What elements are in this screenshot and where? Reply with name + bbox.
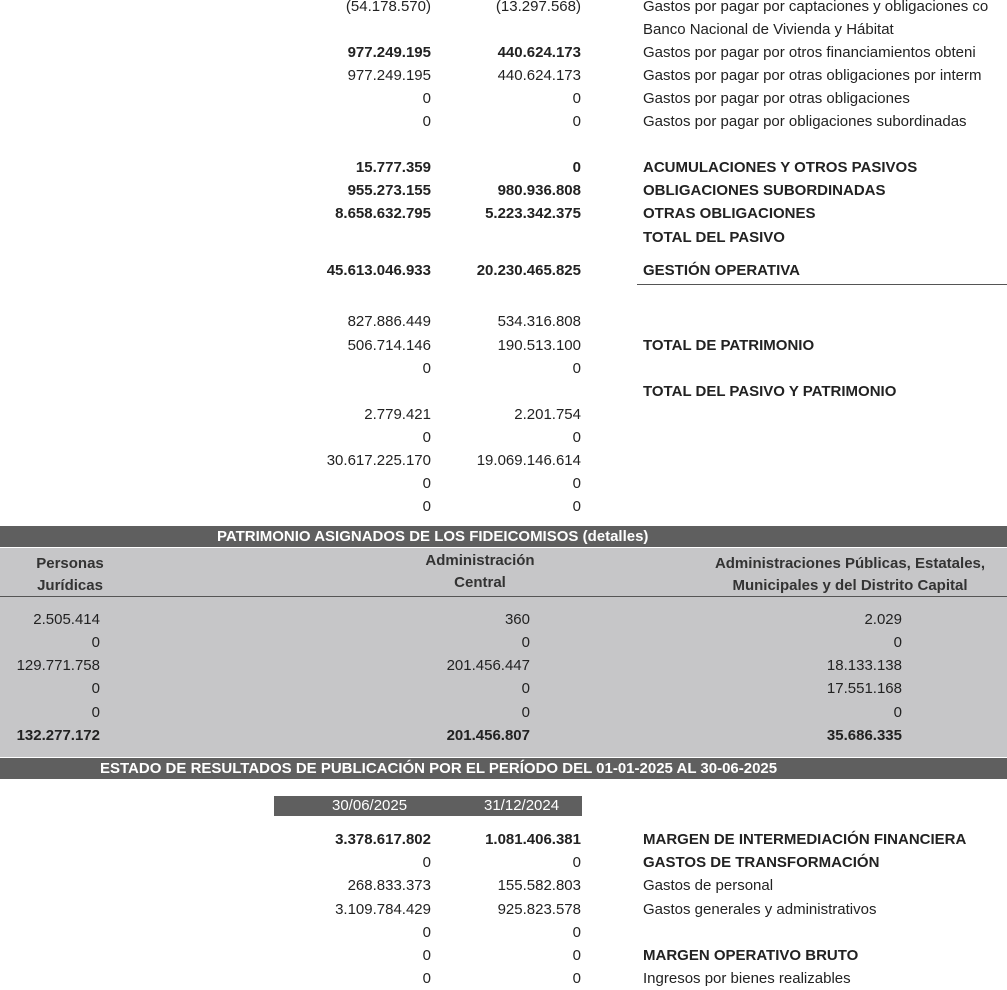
fideicomiso-row <box>0 608 1007 631</box>
fideicomiso-row <box>0 654 1007 677</box>
value-col-1: 15.777.359 <box>355 159 431 176</box>
fideicomiso-row <box>0 677 1007 700</box>
header-administraciones-publicas <box>680 553 1007 597</box>
value-col-2: 0 <box>572 113 581 130</box>
row-label: Gastos generales y administrativos <box>643 901 877 918</box>
balance-row <box>0 380 1007 403</box>
administracion-central-value: 0 <box>521 680 530 697</box>
row-label: Gastos por pagar por captaciones y obligaciones co <box>643 0 989 15</box>
header-line: Personas <box>36 555 104 572</box>
balance-row <box>0 202 1007 225</box>
value-col-2: 0 <box>572 90 581 107</box>
header-divider <box>0 596 1007 597</box>
administraciones-publicas-value: 0 <box>893 704 902 721</box>
row-label: GASTOS DE TRANSFORMACIÓN <box>643 854 880 871</box>
value-col-1: 0 <box>422 854 431 871</box>
value-col-2: 534.316.808 <box>497 313 581 330</box>
resultados-row <box>0 921 1007 944</box>
row-label: TOTAL DE PATRIMONIO <box>643 337 815 354</box>
value-col-2: 20.230.465.825 <box>476 262 581 279</box>
balance-row <box>0 41 1007 64</box>
resultados-row <box>0 828 1007 851</box>
value-col-2: 0 <box>572 854 581 871</box>
personas-juridicas-value: 129.771.758 <box>16 657 100 674</box>
value-col-1: 0 <box>422 475 431 492</box>
header-line: Administraciones Públicas, Estatales, <box>714 555 986 572</box>
resultados-row <box>0 874 1007 897</box>
balance-row <box>0 310 1007 333</box>
balance-row <box>0 18 1007 41</box>
value-col-1: 30.617.225.170 <box>326 452 431 469</box>
value-col-2: (13.297.568) <box>495 0 581 15</box>
value-col-1: 0 <box>422 360 431 377</box>
value-col-2: 0 <box>572 360 581 377</box>
value-col-2: 0 <box>572 429 581 446</box>
balance-row <box>0 495 1007 518</box>
administracion-central-value: 0 <box>521 634 530 651</box>
value-col-2: 155.582.803 <box>497 877 581 894</box>
value-col-1: 977.249.195 <box>347 67 431 84</box>
balance-row <box>0 334 1007 357</box>
personas-juridicas-value: 0 <box>91 704 100 721</box>
header-personas-juridicas <box>10 553 130 597</box>
administracion-central-value: 0 <box>521 704 530 721</box>
value-col-1: 268.833.373 <box>347 877 431 894</box>
balance-row <box>0 226 1007 249</box>
value-col-1: 2.779.421 <box>364 406 431 423</box>
fideicomisos-title: PATRIMONIO ASIGNADOS DE LOS FIDEICOMISOS (detalles) <box>217 528 649 545</box>
balance-row <box>0 179 1007 202</box>
value-col-2: 0 <box>572 970 581 987</box>
fideicomiso-row <box>0 631 1007 654</box>
value-col-2: 440.624.173 <box>497 44 581 61</box>
balance-row <box>0 357 1007 380</box>
value-col-1: 0 <box>422 498 431 515</box>
row-label: Gastos por pagar por otras obligaciones <box>643 90 910 107</box>
value-col-1: 45.613.046.933 <box>326 262 431 279</box>
personas-juridicas-value: 2.505.414 <box>33 611 100 628</box>
value-col-2: 980.936.808 <box>497 182 581 199</box>
resultados-title: ESTADO DE RESULTADOS DE PUBLICACIÓN POR EL PERÍODO DEL 01-01-2025 AL 30-06-2025 <box>100 760 778 777</box>
balance-row <box>0 449 1007 472</box>
balance-row <box>0 259 1007 282</box>
administracion-central-value: 360 <box>504 611 530 628</box>
row-label: OBLIGACIONES SUBORDINADAS <box>643 182 886 199</box>
row-label: Gastos por pagar por obligaciones subordinadas <box>643 113 967 130</box>
row-label: Banco Nacional de Vivienda y Hábitat <box>643 21 894 38</box>
value-col-2: 2.201.754 <box>514 406 581 423</box>
value-col-2: 0 <box>572 947 581 964</box>
administraciones-publicas-value: 35.686.335 <box>826 727 902 744</box>
header-line: Administración <box>425 552 535 569</box>
balance-row <box>0 87 1007 110</box>
date-col-1: 30/06/2025 <box>332 797 408 814</box>
value-col-1: 0 <box>422 429 431 446</box>
header-administracion-central <box>380 550 580 594</box>
value-col-2: 1.081.406.381 <box>485 831 581 848</box>
value-col-1: 827.886.449 <box>347 313 431 330</box>
row-label: OTRAS OBLIGACIONES <box>643 205 816 222</box>
balance-row <box>0 472 1007 495</box>
row-label: TOTAL DEL PASIVO Y PATRIMONIO <box>643 383 897 400</box>
row-label: Gastos de personal <box>643 877 774 894</box>
row-label: Ingresos por bienes realizables <box>643 970 851 987</box>
administraciones-publicas-value: 18.133.138 <box>826 657 902 674</box>
value-col-1: 3.378.617.802 <box>335 831 431 848</box>
value-col-1: 0 <box>422 924 431 941</box>
fideicomiso-row <box>0 724 1007 747</box>
row-label: ACUMULACIONES Y OTROS PASIVOS <box>643 159 918 176</box>
value-col-2: 19.069.146.614 <box>476 452 581 469</box>
value-col-1: 0 <box>422 113 431 130</box>
value-col-1: 8.658.632.795 <box>335 205 431 222</box>
administraciones-publicas-value: 17.551.168 <box>826 680 902 697</box>
row-label: GESTIÓN OPERATIVA <box>643 262 800 279</box>
resultados-row <box>0 851 1007 874</box>
header-line: Jurídicas <box>37 577 103 594</box>
row-label: Gastos por pagar por otros financiamientos obteni <box>643 44 976 61</box>
date-col-2: 31/12/2024 <box>484 797 560 814</box>
row-label: MARGEN DE INTERMEDIACIÓN FINANCIERA <box>643 831 967 848</box>
value-col-2: 0 <box>572 924 581 941</box>
value-col-1: 0 <box>422 970 431 987</box>
personas-juridicas-value: 0 <box>91 634 100 651</box>
administracion-central-value: 201.456.447 <box>446 657 530 674</box>
personas-juridicas-value: 0 <box>91 680 100 697</box>
header-line: Municipales y del Distrito Capital <box>732 577 968 594</box>
row-label: MARGEN OPERATIVO BRUTO <box>643 947 859 964</box>
personas-juridicas-value: 132.277.172 <box>16 727 100 744</box>
balance-row <box>0 110 1007 133</box>
administracion-central-value: 201.456.807 <box>446 727 530 744</box>
value-col-2: 0 <box>572 475 581 492</box>
administraciones-publicas-value: 2.029 <box>864 611 902 628</box>
row-label: TOTAL DEL PASIVO <box>643 229 785 246</box>
value-col-1: (54.178.570) <box>345 0 431 15</box>
value-col-2: 925.823.578 <box>497 901 581 918</box>
balance-row <box>0 0 1007 18</box>
fideicomiso-row <box>0 701 1007 724</box>
value-col-2: 5.223.342.375 <box>485 205 581 222</box>
value-col-2: 440.624.173 <box>497 67 581 84</box>
date-header-bar <box>274 796 582 816</box>
value-col-1: 955.273.155 <box>347 182 431 199</box>
resultados-title-band <box>0 758 1007 779</box>
row-label: Gastos por pagar por otras obligaciones por interm <box>643 67 982 84</box>
value-col-1: 0 <box>422 947 431 964</box>
resultados-row <box>0 944 1007 967</box>
balance-row <box>0 426 1007 449</box>
resultados-row <box>0 967 1007 990</box>
value-col-2: 0 <box>572 159 581 176</box>
value-col-1: 506.714.146 <box>347 337 431 354</box>
resultados-row <box>0 898 1007 921</box>
balance-row <box>0 156 1007 179</box>
balance-row <box>0 403 1007 426</box>
value-col-1: 0 <box>422 90 431 107</box>
value-col-2: 0 <box>572 498 581 515</box>
header-line: Central <box>454 574 506 591</box>
divider-line <box>637 284 1007 285</box>
value-col-1: 977.249.195 <box>347 44 431 61</box>
value-col-2: 190.513.100 <box>497 337 581 354</box>
value-col-1: 3.109.784.429 <box>335 901 431 918</box>
fideicomisos-title-band <box>0 526 1007 547</box>
administraciones-publicas-value: 0 <box>893 634 902 651</box>
balance-row <box>0 64 1007 87</box>
